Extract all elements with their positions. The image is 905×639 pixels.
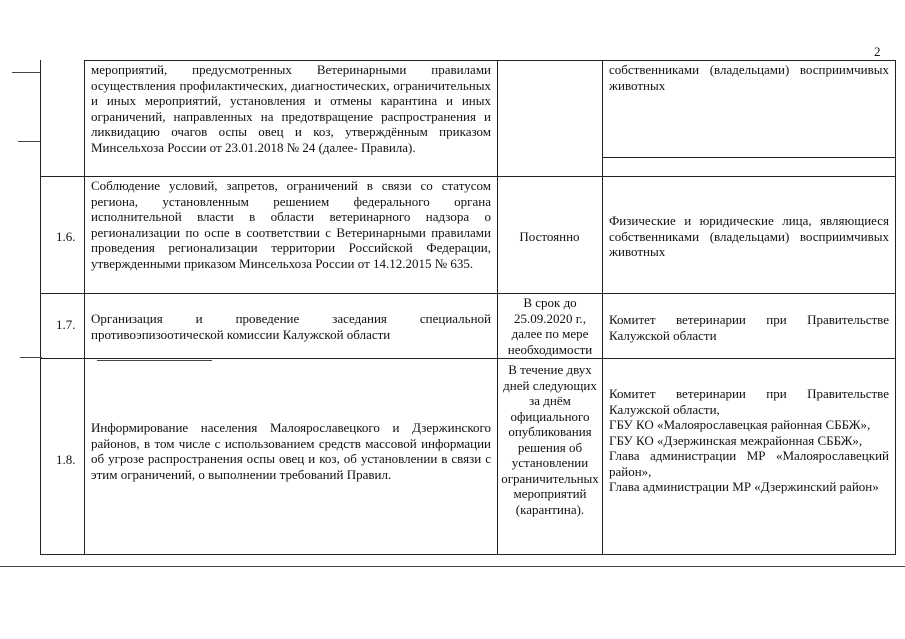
row-1-responsible: Физические и юридические лица, являющиеся собственниками (владельцами) восприимчивых животных — [609, 213, 889, 259]
table-border-left — [40, 60, 41, 555]
row-0-responsible: собственниками (владельцами) восприимчивых животных — [609, 62, 889, 93]
responsible-line: Комитет ветеринарии при Правительстве Калужской области, — [609, 386, 889, 417]
row-divider — [602, 157, 896, 158]
row-1-term: Постоянно — [519, 229, 580, 244]
responsible-line: Глава администрации МР «Малоярославецкий район», — [609, 448, 889, 479]
row-3-term: В течение двух дней следующих за днём официального опубликования решения об установлении ограничительных мероприятий (карантина). — [501, 362, 599, 517]
page-number: 2 — [874, 44, 881, 59]
row-2-responsible: Комитет ветеринарии при Правительстве Калужской области — [609, 312, 889, 343]
column-divider — [602, 60, 603, 555]
row-divider — [84, 60, 896, 61]
responsible-line: Глава администрации МР «Дзержинский район» — [609, 479, 879, 494]
scan-mark — [97, 360, 212, 361]
scan-mark — [20, 357, 42, 358]
row-1-number: 1.6. — [56, 229, 76, 244]
row-divider — [40, 293, 896, 294]
row-1-description: Соблюдение условий, запретов, ограничений в связи со статусом региона, установленным решением федерального органа исполнительной власти в области ветеринарного надзора о регионализации по оспе в соответствии с Ветеринарными правилами проведения регионализации территории Российской Федерации, утвержденными приказом Минсельхоза России от 14.12.2015 № 635. — [91, 178, 491, 271]
row-2-description: Организация и проведение заседания специальной противоэпизоотической комиссии Калужской области — [91, 311, 491, 342]
row-divider — [40, 176, 896, 177]
responsible-line: ГБУ КО «Малоярославецкая районная СББЖ», — [609, 417, 871, 432]
scan-mark — [0, 566, 905, 567]
row-3-description: Информирование населения Малоярославецкого и Дзержинского районов, в том числе с использованием средств массовой информации об угрозе распространения оспы овец и коз, об установлении в связи с этим ограничений, о выполнении требований Правил. — [91, 420, 491, 482]
scan-mark — [12, 72, 40, 73]
row-3-responsible — [609, 386, 889, 495]
column-divider — [84, 60, 85, 555]
row-2-term: В срок до 25.09.2020 г., далее по мере необходимости — [507, 295, 593, 357]
row-3-number: 1.8. — [56, 452, 76, 467]
row-2-number: 1.7. — [56, 317, 76, 332]
column-divider — [497, 60, 498, 555]
row-0-description: мероприятий, предусмотренных Ветеринарными правилами осуществления профилактических, диагностических, ограничительных и иных мероприятий, установления и отмены карантина и иных ограничений, направленных на предотвращение распространения и ликвидацию очагов оспы овец и коз, утверждённым приказом Минсельхоза России от 23.01.2018 № 24 (далее- Правила). — [91, 62, 491, 155]
scan-mark — [18, 141, 40, 142]
table-border-right — [895, 60, 896, 555]
row-divider — [40, 554, 896, 555]
row-divider — [40, 358, 896, 359]
responsible-line: ГБУ КО «Дзержинская межрайонная СББЖ», — [609, 432, 863, 448]
